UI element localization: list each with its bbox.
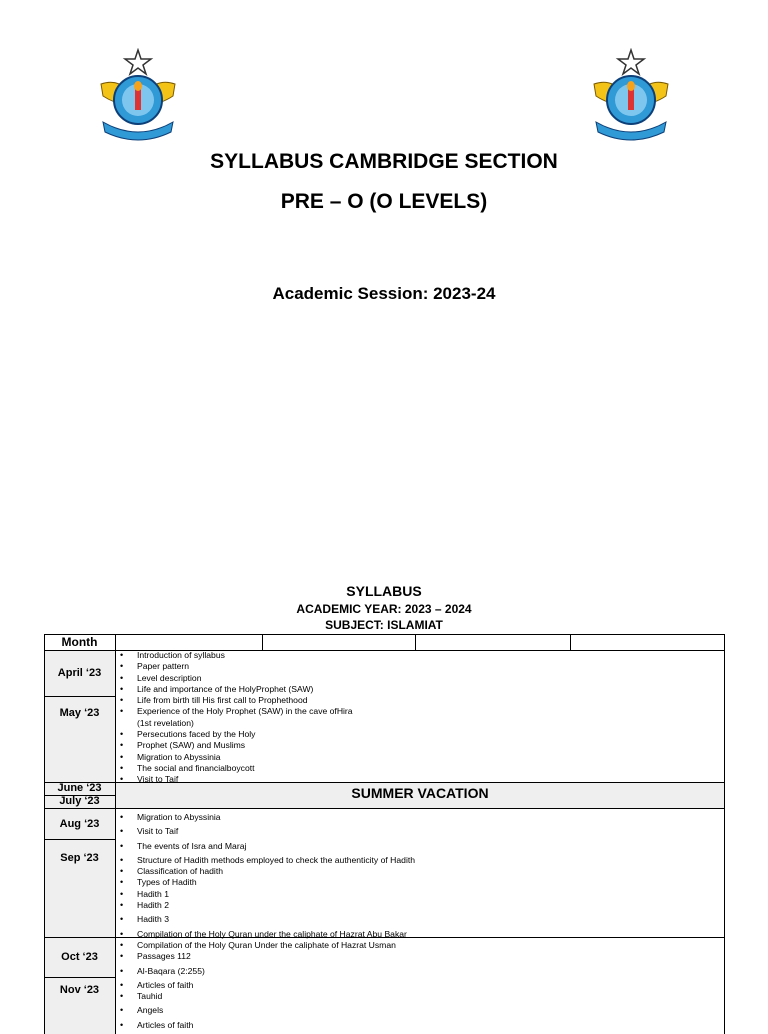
list-item: • Visit to Taif [115,826,415,837]
table-border [570,634,571,651]
list-item: • Angels [115,1005,396,1016]
list-item: • Visit to Taif [115,774,367,785]
list-item: • The social and financialboycott [115,763,367,774]
list-item: • The events of Isra and Maraj [115,841,415,852]
list-item: • Compilation of the Holy Quran Under the caliphate of Hazrat Usman [115,940,396,951]
list-item: • Prophet (SAW) and Muslims [115,740,367,751]
month-oct: Oct ‘23 [61,951,98,963]
summer-vacation-label: SUMMER VACATION [351,785,489,801]
table-border [44,808,725,809]
list-item: • Life from birth till His first call to Prophethood [115,695,367,706]
list-item: • Experience of the Holy Prophet (SAW) in the cave ofHira (1st revelation) [115,706,367,729]
month-june: June ‘23 [57,782,102,794]
document-subtitle: PRE – O (O LEVELS) [280,190,488,213]
list-item: • Passages 112 [115,951,396,962]
list-item: • Paper pattern [115,661,367,672]
list-item: • Hadith 1 [115,889,415,900]
list-item: • Classification of hadith [115,866,415,877]
month-aug: Aug ‘23 [59,818,100,830]
topic-list-aug-sep [115,812,415,940]
month-april: April ‘23 [57,667,102,679]
table-border [44,634,45,1034]
list-item: • Life and importance of the HolyProphet (SAW) [115,684,367,695]
list-item: • Structure of Hadith methods employed to check the authenticity of Hadith [115,855,415,866]
month-column-header: Month [61,635,98,649]
table-border [724,634,725,1034]
list-item: • Articles of faith [115,1020,396,1031]
list-item: • Migration to Abyssinia [115,752,367,763]
list-item: • Compilation of the Holy Quran under the caliphate of Hazrat Abu Bakar [115,929,415,940]
fazaia-logo-left [97,48,179,144]
month-july: July ‘23 [59,795,100,807]
table-border [44,696,115,697]
table-border [44,839,115,840]
syllabus-heading: SYLLABUS [346,583,422,599]
month-may: May ‘23 [59,707,100,719]
list-item: • Tauhid [115,991,396,1002]
list-item: • Articles of faith [115,980,396,991]
table-border [44,634,725,635]
table-border [44,977,115,978]
document-title: SYLLABUS CAMBRIDGE SECTION [210,150,558,173]
topic-list-apr-may [115,650,367,786]
list-item: • Migration to Abyssinia [115,812,415,823]
list-item: • Introduction of syllabus [115,650,367,661]
subject-label: SUBJECT: ISLAMIAT [325,618,443,632]
list-item: • Persecutions faced by the Holy [115,729,367,740]
list-item: • Level description [115,673,367,684]
list-item: • Al-Baqara (2:255) [115,966,396,977]
fazaia-logo-right [590,48,672,144]
month-sep: Sep ‘23 [60,852,99,864]
syllabus-table [44,634,725,1034]
month-nov: Nov ‘23 [59,984,100,996]
table-border [415,634,416,651]
topic-list-oct-nov [115,940,396,1031]
table-border [262,634,263,651]
list-item: • Types of Hadith [115,877,415,888]
academic-session: Academic Session: 2023-24 [272,284,496,303]
academic-year: ACADEMIC YEAR: 2023 – 2024 [296,602,472,616]
list-item: • Hadith 3 [115,914,415,925]
list-item: • Hadith 2 [115,900,415,911]
